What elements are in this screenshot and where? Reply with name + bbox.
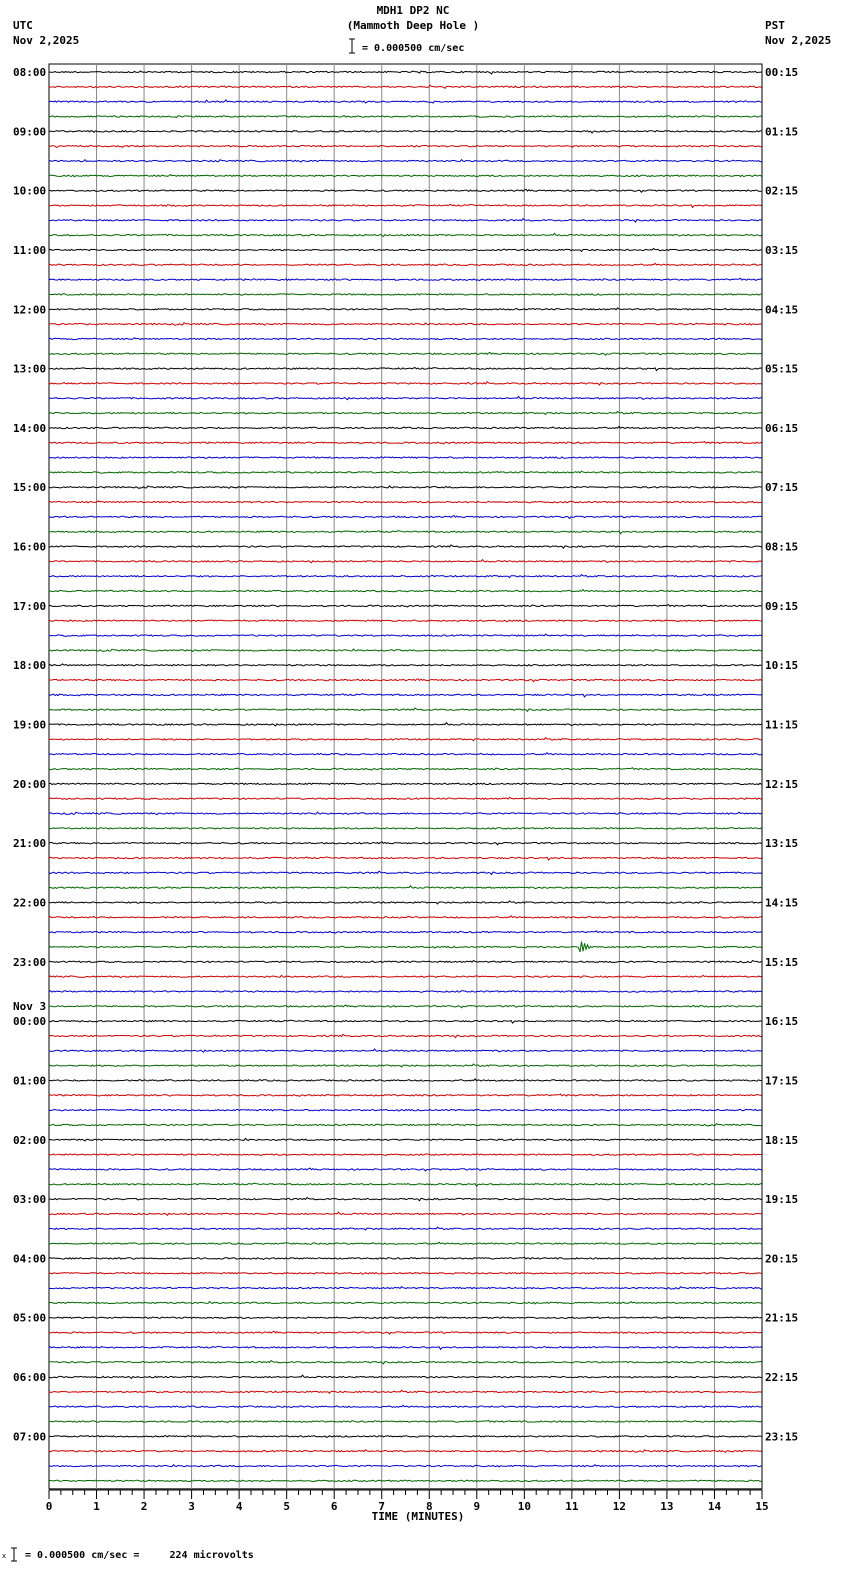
seismic-trace: [49, 442, 762, 444]
pst-hour-label: 17:15: [765, 1074, 799, 1088]
utc-hour-label: 05:00: [13, 1311, 47, 1325]
x-tick-label: 6: [330, 1500, 338, 1513]
seismic-trace: [49, 886, 762, 889]
pst-hour-label: 14:15: [765, 896, 799, 910]
seismic-trace: [49, 871, 762, 874]
pst-hour-label: 03:15: [765, 243, 799, 257]
pst-hour-label: 10:15: [765, 659, 799, 673]
seismic-trace: [49, 1005, 762, 1008]
seismic-trace: [49, 396, 762, 399]
seismic-trace: [49, 1465, 762, 1467]
seismic-trace: [49, 352, 762, 355]
seismic-trace: [49, 516, 762, 519]
seismic-trace: [49, 620, 762, 622]
footer-scale-label: = 0.000500 cm/sec = 224 microvolts: [25, 1550, 254, 1561]
seismic-trace: [49, 708, 762, 711]
scale-label: = 0.000500 cm/sec: [362, 43, 465, 54]
seismic-trace: [49, 1124, 762, 1127]
pst-hour-label: 13:15: [765, 837, 799, 851]
seismic-trace: [49, 1227, 762, 1230]
x-axis-title: TIME (MINUTES): [371, 1510, 465, 1523]
utc-hour-label: 21:00: [13, 837, 47, 851]
seismic-trace: [49, 189, 762, 192]
seismic-trace: [49, 901, 762, 904]
pst-hour-label: 07:15: [765, 481, 799, 495]
site-title: (Mammoth Deep Hole ): [346, 19, 480, 32]
utc-hour-label: 19:00: [13, 718, 47, 732]
utc-hour-label: 11:00: [13, 243, 47, 257]
seismic-trace: [49, 131, 762, 133]
pst-hour-label: 05:15: [765, 362, 799, 376]
seismic-trace: [49, 1183, 762, 1186]
utc-hour-label: 18:00: [13, 659, 47, 673]
seismic-trace: [49, 1346, 762, 1349]
plot-frame: [49, 64, 762, 1489]
x-tick-label: 1: [93, 1500, 100, 1513]
seismic-trace: [49, 471, 762, 473]
seismic-trace: [49, 233, 762, 236]
utc-date-label: Nov 2,2025: [13, 34, 80, 47]
utc-hour-label: 02:00: [13, 1133, 47, 1147]
seismic-trace: [49, 560, 762, 563]
seismic-trace: [49, 768, 762, 770]
seismic-trace: [49, 605, 762, 607]
seismic-trace: [49, 1273, 762, 1275]
pst-hour-label: 18:15: [765, 1133, 799, 1147]
utc-hour-label: 12:00: [13, 303, 47, 317]
seismic-trace: [49, 85, 762, 88]
pst-hour-label: 19:15: [765, 1193, 799, 1207]
seismic-trace: [49, 1405, 762, 1407]
utc-hour-label: 03:00: [13, 1193, 47, 1207]
pst-hour-label: 09:15: [765, 599, 799, 613]
pst-hour-label: 02:15: [765, 184, 799, 198]
seismic-trace: [49, 857, 762, 860]
pst-hour-label: 23:15: [765, 1430, 799, 1444]
seismic-trace: [49, 738, 762, 741]
x-tick-label: 12: [612, 1500, 627, 1513]
pst-zone-label: PST: [765, 19, 785, 32]
x-tick-label: 14: [707, 1500, 722, 1513]
scale-bar-icon: [349, 39, 355, 53]
pst-hour-label: 00:15: [765, 66, 799, 79]
seismic-trace: [49, 575, 762, 578]
seismic-trace: [49, 590, 762, 592]
seismic-trace: [49, 942, 762, 952]
x-tick-label: 4: [235, 1500, 243, 1513]
x-tick-label: 13: [660, 1500, 674, 1513]
utc-hour-label: 09:00: [13, 125, 47, 139]
seismic-trace: [49, 294, 762, 296]
station-title: MDH1 DP2 NC: [376, 4, 450, 17]
seismic-trace: [49, 916, 762, 918]
seismic-trace: [49, 531, 762, 534]
svg-text:x: x: [2, 1552, 7, 1560]
seismic-trace: [49, 1168, 762, 1171]
seismic-trace: [49, 219, 762, 222]
seismic-trace: [49, 308, 762, 310]
seismic-trace: [49, 1109, 762, 1111]
pst-hour-label: 21:15: [765, 1311, 799, 1325]
seismic-trace: [49, 1094, 762, 1096]
seismic-trace: [49, 263, 762, 265]
pst-hour-label: 04:15: [765, 303, 799, 317]
seismic-trace: [49, 812, 762, 815]
utc-hour-label: 01:00: [13, 1074, 47, 1088]
seismic-trace: [49, 991, 762, 992]
utc-hour-label: 00:00: [13, 1015, 47, 1029]
seismic-trace: [49, 828, 762, 829]
seismic-trace: [49, 426, 762, 428]
seismic-trace: [49, 175, 762, 177]
date-change-label: Nov 3: [13, 1000, 47, 1014]
seismic-trace: [49, 1450, 762, 1453]
x-tick-label: 10: [517, 1500, 531, 1513]
x-tick-label: 0: [45, 1500, 53, 1513]
pst-hour-label: 11:15: [765, 718, 799, 732]
pst-hour-label: 08:15: [765, 540, 799, 554]
seismic-trace: [49, 204, 762, 207]
seismic-trace: [49, 1331, 762, 1334]
seismic-trace: [49, 545, 762, 548]
seismic-trace: [49, 664, 762, 666]
seismic-trace: [49, 1375, 762, 1378]
utc-hour-label: 08:00: [13, 66, 47, 79]
x-tick-label: 2: [140, 1500, 148, 1513]
seismic-trace: [49, 634, 762, 636]
pst-hour-label: 06:15: [765, 421, 799, 435]
x-tick-label: 15: [755, 1500, 769, 1513]
utc-hour-label: 22:00: [13, 896, 47, 910]
footer-scale-bar-icon: [2, 1548, 17, 1561]
seismic-trace: [49, 1197, 762, 1200]
seismic-trace: [49, 323, 762, 326]
seismic-trace: [49, 1154, 762, 1155]
seismic-trace: [49, 931, 762, 933]
utc-hour-label: 10:00: [13, 184, 47, 198]
seismic-trace: [49, 694, 762, 697]
utc-hour-label: 04:00: [13, 1252, 47, 1266]
utc-hour-label: 17:00: [13, 599, 47, 613]
seismic-trace: [49, 248, 762, 251]
seismic-trace: [49, 1079, 762, 1081]
seismic-trace: [49, 368, 762, 371]
pst-hour-label: 01:15: [765, 125, 799, 139]
seismic-trace: [49, 1302, 762, 1304]
seismic-trace: [49, 116, 762, 118]
seismic-trace: [49, 783, 762, 785]
seismic-trace: [49, 1064, 762, 1067]
seismic-trace: [49, 1436, 762, 1438]
seismic-trace: [49, 146, 762, 148]
seismic-trace: [49, 975, 762, 977]
seismic-trace: [49, 1361, 762, 1364]
seismic-trace: [49, 797, 762, 799]
seismic-trace: [49, 1034, 762, 1037]
seismic-trace: [49, 1390, 762, 1393]
seismic-trace: [49, 1138, 762, 1141]
seismic-trace: [49, 1317, 762, 1318]
seismic-trace: [49, 961, 762, 963]
x-tick-label: 7: [378, 1500, 386, 1513]
pst-hour-label: 20:15: [765, 1252, 799, 1266]
utc-zone-label: UTC: [13, 19, 33, 32]
pst-hour-label: 22:15: [765, 1371, 799, 1385]
utc-hour-label: 23:00: [13, 955, 47, 969]
seismic-trace: [49, 1049, 762, 1052]
utc-hour-label: 14:00: [13, 421, 47, 435]
x-tick-label: 9: [473, 1500, 481, 1513]
seismic-trace: [49, 679, 762, 682]
seismic-trace: [49, 753, 762, 755]
seismic-trace: [49, 501, 762, 503]
pst-hour-label: 12:15: [765, 777, 799, 791]
seismic-trace: [49, 723, 762, 726]
seismic-trace: [49, 1242, 762, 1244]
seismic-trace: [49, 1212, 762, 1215]
seismic-trace: [49, 338, 762, 340]
utc-hour-label: 16:00: [13, 540, 47, 554]
utc-hour-label: 07:00: [13, 1430, 47, 1444]
x-tick-label: 3: [188, 1500, 195, 1513]
seismic-trace: [49, 486, 762, 489]
seismic-trace: [49, 100, 762, 103]
seismic-trace: [49, 457, 762, 459]
pst-hour-label: 16:15: [765, 1015, 799, 1029]
seismic-trace: [49, 1287, 762, 1290]
seismic-trace: [49, 1480, 762, 1481]
utc-hour-label: 06:00: [13, 1371, 47, 1385]
seismic-trace: [49, 160, 762, 163]
x-tick-label: 11: [565, 1500, 579, 1513]
seismic-trace: [49, 1020, 762, 1023]
x-tick-label: 8: [425, 1500, 433, 1513]
seismic-trace: [49, 649, 762, 652]
seismic-trace: [49, 412, 762, 415]
seismic-trace: [49, 842, 762, 845]
utc-hour-label: 13:00: [13, 362, 47, 376]
seismic-trace: [49, 1420, 762, 1422]
x-tick-label: 5: [283, 1500, 290, 1513]
seismic-trace: [49, 71, 762, 74]
utc-hour-label: 20:00: [13, 777, 47, 791]
seismic-trace: [49, 382, 762, 385]
pst-hour-label: 15:15: [765, 955, 799, 969]
seismic-trace: [49, 1257, 762, 1259]
utc-hour-label: 15:00: [13, 481, 47, 495]
pst-date-label: Nov 2,2025: [765, 34, 832, 47]
seismic-trace: [49, 278, 762, 280]
